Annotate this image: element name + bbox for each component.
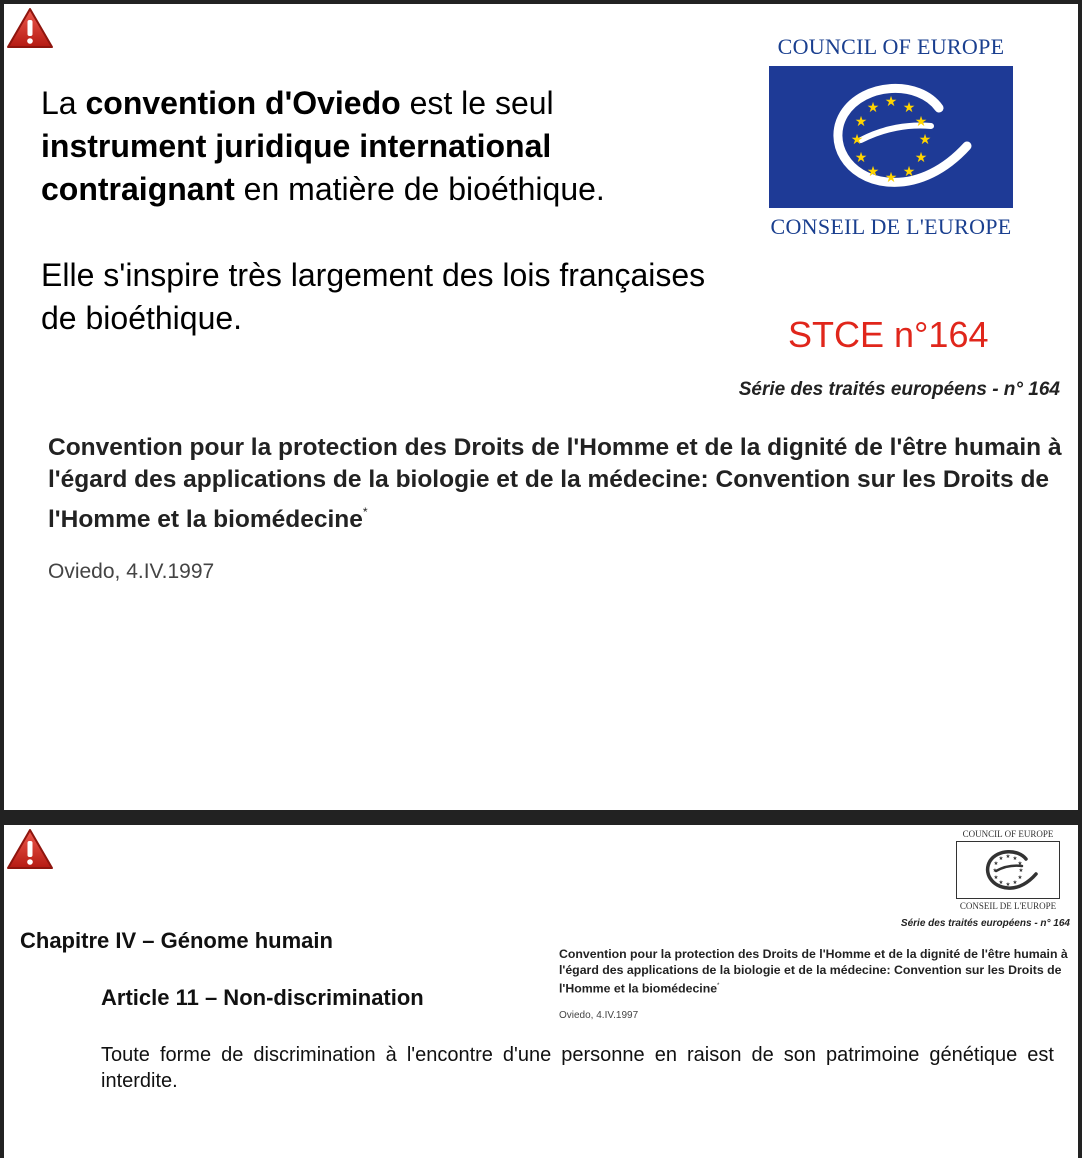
logo-text-english: COUNCIL OF EUROPE (962, 829, 1054, 839)
footnote-asterisk: * (362, 505, 368, 519)
slide-1 (4, 4, 1078, 810)
svg-text:★: ★ (914, 150, 928, 166)
svg-text:★: ★ (854, 114, 868, 130)
svg-text:★: ★ (1005, 882, 1011, 888)
svg-text:★: ★ (866, 164, 880, 180)
intro-text (41, 82, 721, 340)
svg-text:★: ★ (884, 170, 898, 186)
svg-text:★: ★ (918, 132, 932, 148)
svg-text:★: ★ (854, 150, 868, 166)
svg-text:★: ★ (1017, 875, 1023, 881)
svg-text:★: ★ (850, 132, 864, 148)
chapter-heading: Chapitre IV – Génome humain (20, 928, 333, 953)
warning-icon (6, 6, 54, 50)
svg-text:★: ★ (1017, 861, 1023, 867)
council-of-europe-flag-icon (769, 66, 1013, 208)
slide-2 (4, 825, 1078, 1158)
logo-text-french: CONSEIL DE L'EUROPE (770, 214, 1012, 239)
footnote-asterisk: * (717, 982, 720, 989)
svg-text:★: ★ (884, 94, 898, 110)
treaty-series: Série des traités européens - n° 164 (738, 379, 1060, 400)
logo-text-english: COUNCIL OF EUROPE (777, 34, 1005, 59)
svg-text:★: ★ (902, 100, 916, 116)
svg-text:★: ★ (914, 114, 928, 130)
council-of-europe-logo (764, 34, 1018, 240)
intro-paragraph-2: Elle s'inspire très largement des lois françaises de bioéthique. (41, 257, 706, 336)
convention-title: Convention pour la protection des Droits de l'Homme et de la dignité de l'être humain à l'égard des applications de la biologie et de la médecine: Convention sur les Droits de l'Homme et la biomédecine* (559, 947, 1068, 996)
svg-text:★: ★ (1005, 854, 1011, 860)
svg-text:★: ★ (992, 868, 998, 874)
article-heading: Article 11 – Non-discrimination (101, 985, 424, 1010)
logo-text-french: CONSEIL DE L'EUROPE (959, 901, 1057, 911)
council-of-europe-logo-small (952, 829, 1064, 911)
svg-text:★: ★ (998, 856, 1004, 862)
intro-paragraph-1: La convention d'Oviedo est le seul instrument juridique international contraignant en matière de bioéthique. (41, 85, 605, 207)
svg-text:★: ★ (993, 875, 999, 881)
article-text: Toute forme de discrimination à l'encontre d'une personne en raison de son patrimoine génétique est interdite. (101, 1044, 1054, 1092)
convention-title: Convention pour la protection des Droits de l'Homme et de la dignité de l'être humain à l'égard des applications de la biologie et de la médecine: Convention sur les Droits de l'Homme et la biomédecine* (48, 434, 1062, 534)
svg-text:★: ★ (1012, 856, 1018, 862)
svg-text:★: ★ (902, 164, 916, 180)
treaty-series: Série des traités européens - n° 164 (900, 918, 1070, 929)
svg-text:★: ★ (1012, 880, 1018, 886)
warning-icon (6, 827, 54, 871)
svg-text:★: ★ (998, 880, 1004, 886)
stce-number: STCE n°164 (788, 314, 989, 355)
svg-text:★: ★ (993, 861, 999, 867)
convention-date: Oviedo, 4.IV.1997 (559, 1010, 639, 1021)
convention-date: Oviedo, 4.IV.1997 (48, 560, 215, 583)
svg-text:★: ★ (866, 100, 880, 116)
svg-text:★: ★ (1018, 868, 1024, 874)
council-of-europe-flag-icon (956, 841, 1060, 899)
